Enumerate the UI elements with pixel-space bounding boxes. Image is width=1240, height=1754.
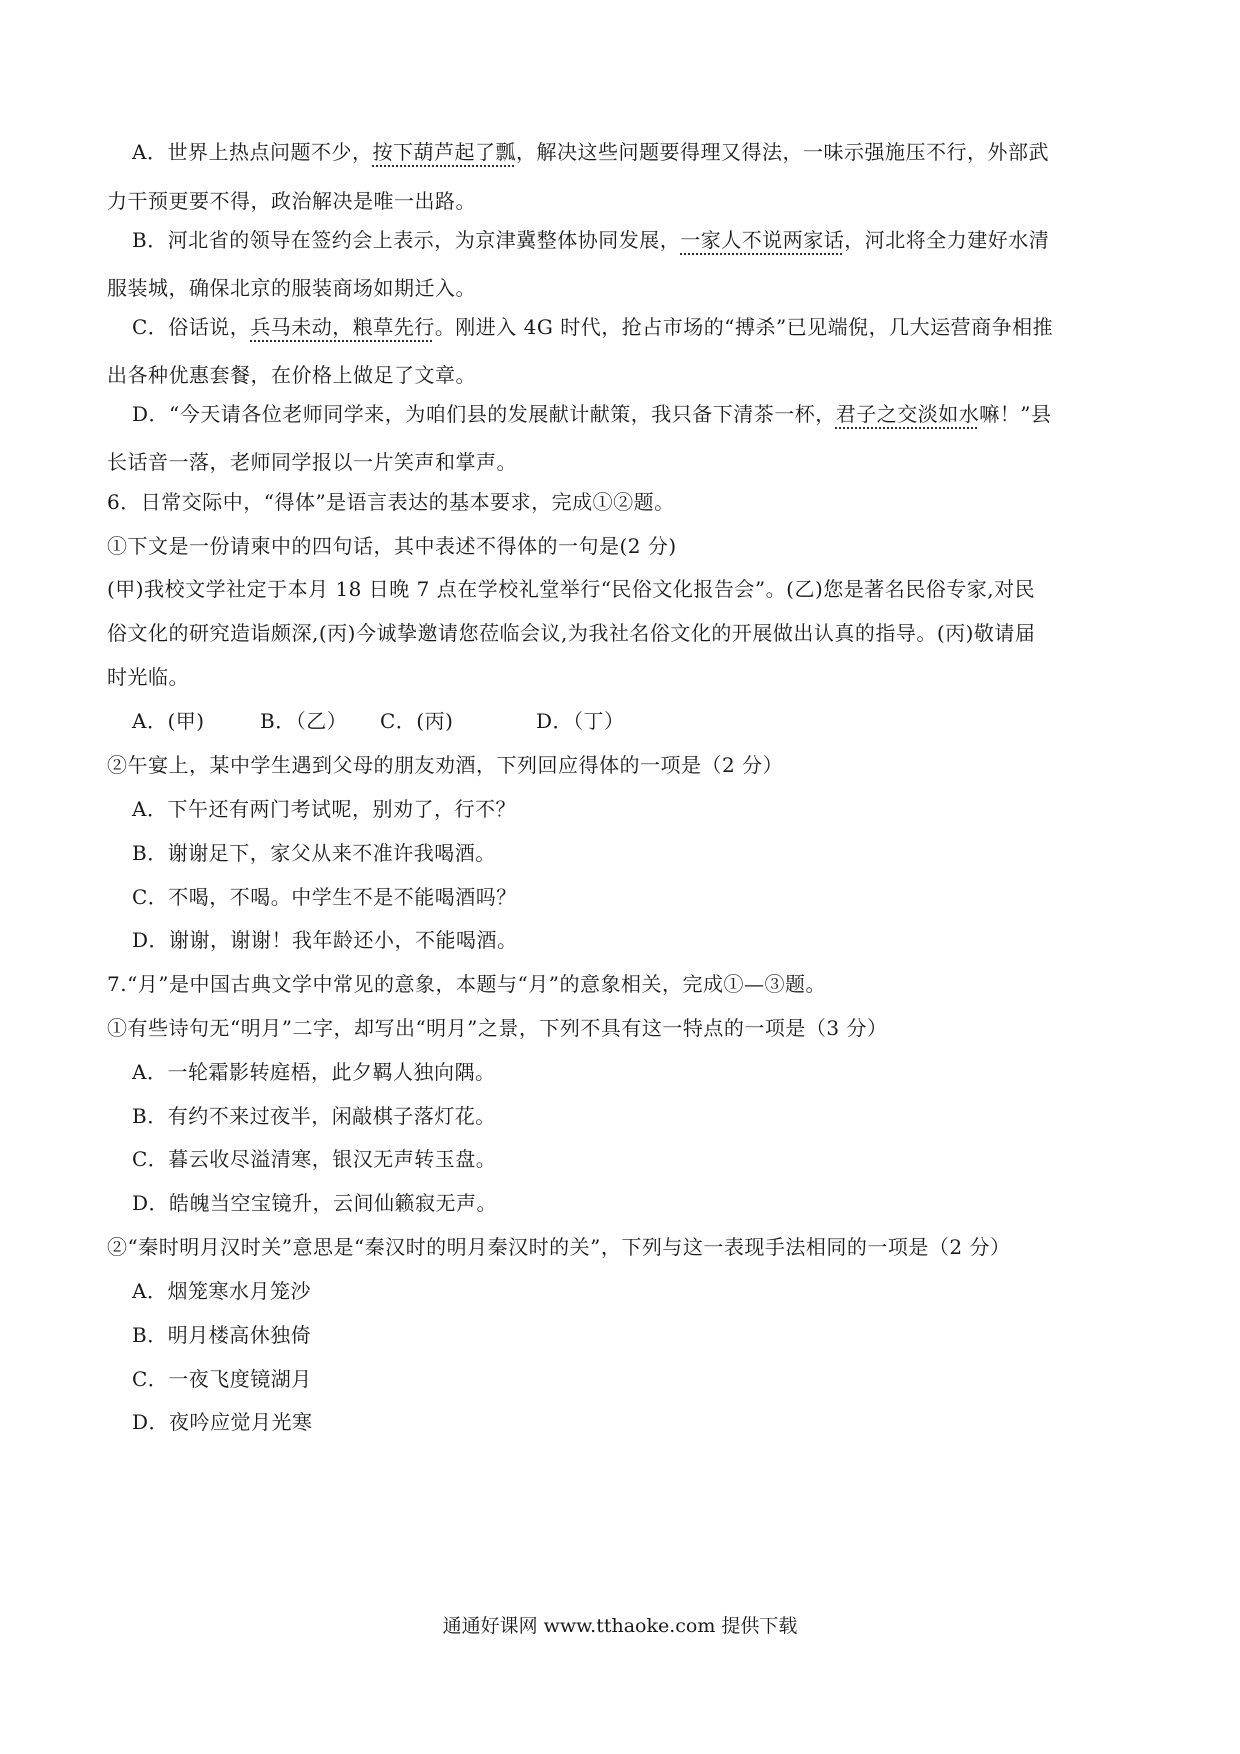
q5-a-text-post: ，解决这些问题要得理又得法，一味示强施压不行，外部武 — [515, 140, 1049, 164]
q5-option-c-line2: 出各种优惠套餐，在价格上做足了文章。 — [107, 363, 476, 387]
q5-c-text: C．俗话说， — [132, 315, 251, 339]
q6-sub2-option-c: C．不喝，不喝。中学生不是不能喝酒吗？ — [132, 885, 517, 909]
q7-stem: 7.“月”是中国古典文学中常见的意象，本题与“月”的意象相关，完成①—③题。 — [107, 972, 826, 996]
q5-option-c-line1 — [132, 313, 1053, 341]
q5-b-text-post: ，河北将全力建好水清 — [844, 228, 1050, 252]
q7-sub2-stem: ②“秦时明月汉时关”意思是“秦汉时的明月秦汉时的关”，下列与这一表现手法相同的一项是（2 分） — [107, 1235, 1011, 1259]
q5-option-b-line1 — [132, 226, 1049, 254]
q5-d-emphasis: 君子之交淡如水 — [835, 402, 980, 426]
q7-sub1-option-b: B．有约不来过夜半，闲敲棋子落灯花。 — [132, 1104, 496, 1128]
q5-d-text: D．“今天请各位老师同学来，为咱们县的发展献计献策，我只备下清茶一杯， — [132, 402, 836, 426]
q7-sub2-option-a: A．烟笼寒水月笼沙 — [132, 1279, 311, 1303]
q7-sub1-option-a: A．一轮霜影转庭梧，此夕羁人独向隅。 — [132, 1060, 496, 1084]
q5-b-text: B．河北省的领导在签约会上表示，为京津冀整体协同发展， — [132, 228, 681, 252]
q5-d-text-post: 嘛！”县 — [979, 402, 1052, 426]
q5-option-d-line1 — [132, 400, 1052, 428]
q5-b-emphasis: 一家人不说两家话 — [680, 228, 845, 252]
q6-passage-line3: 时光临。 — [107, 665, 189, 689]
q7-sub1-stem: ①有些诗句无“明月”二字，却写出“明月”之景，下列不具有这一特点的一项是（3 分） — [107, 1016, 888, 1040]
q6-stem: 6．日常交际中，“得体”是语言表达的基本要求，完成①②题。 — [107, 490, 675, 514]
q5-option-a-line1 — [132, 138, 1049, 166]
q6-option-c: C．(丙) — [380, 709, 454, 733]
page-footer: 通通好课网 www.tthaoke.com 提供下载 — [442, 1615, 798, 1637]
q5-c-text-post: 。刚进入 4G 时代，抢占市场的“搏杀”已见端倪，几大运营商争相推 — [434, 315, 1054, 339]
q5-option-b-line2: 服装城，确保北京的服装商场如期迁入。 — [107, 276, 476, 300]
q6-sub2-option-b: B．谢谢足下，家父从来不准许我喝酒。 — [132, 841, 496, 865]
q6-passage-line2: 俗文化的研究造诣颇深,(丙)今诚挚邀请您莅临会议,为我社名俗文化的开展做出认真的指导。(丙)敬请届 — [107, 621, 1036, 645]
q6-option-d: D．（丁） — [536, 709, 625, 733]
q7-sub2-option-d: D．夜吟应觉月光寒 — [132, 1410, 313, 1434]
q5-a-text: A．世界上热点问题不少， — [132, 140, 373, 164]
q7-sub1-option-c: C．暮云收尽溢清寒，银汉无声转玉盘。 — [132, 1147, 497, 1171]
q6-sub2-option-a: A．下午还有两门考试呢，别劝了，行不？ — [132, 797, 516, 821]
q7-sub2-option-b: B．明月楼高休独倚 — [132, 1323, 312, 1347]
q6-sub2-stem: ②午宴上，某中学生遇到父母的朋友劝酒，下列回应得体的一项是（2 分） — [107, 753, 784, 777]
q6-passage-line1: (甲)我校文学社定于本月 18 日晚 7 点在学校礼堂举行“民俗文化报告会”。(乙)您是著名民俗专家,对民 — [107, 577, 1036, 601]
q6-option-a: A．(甲) — [132, 709, 205, 733]
q7-sub1-option-d: D．皓魄当空宝镜升，云间仙籁寂无声。 — [132, 1191, 498, 1215]
q5-option-a-line2: 力干预更要不得，政治解决是唯一出路。 — [107, 189, 476, 213]
q5-c-emphasis: 兵马未动，粮草先行 — [250, 315, 435, 339]
q6-sub1-stem: ①下文是一份请柬中的四句话，其中表述不得体的一句是(2 分) — [107, 534, 677, 558]
q5-option-d-line2: 长话音一落，老师同学报以一片笑声和掌声。 — [107, 450, 517, 474]
q6-option-b: B．（乙） — [260, 709, 348, 733]
q5-a-emphasis: 按下葫芦起了瓢 — [372, 140, 516, 164]
q7-sub2-option-c: C．一夜飞度镜湖月 — [132, 1367, 312, 1391]
q6-sub2-option-d: D．谢谢，谢谢！我年龄还小，不能喝酒。 — [132, 928, 518, 952]
